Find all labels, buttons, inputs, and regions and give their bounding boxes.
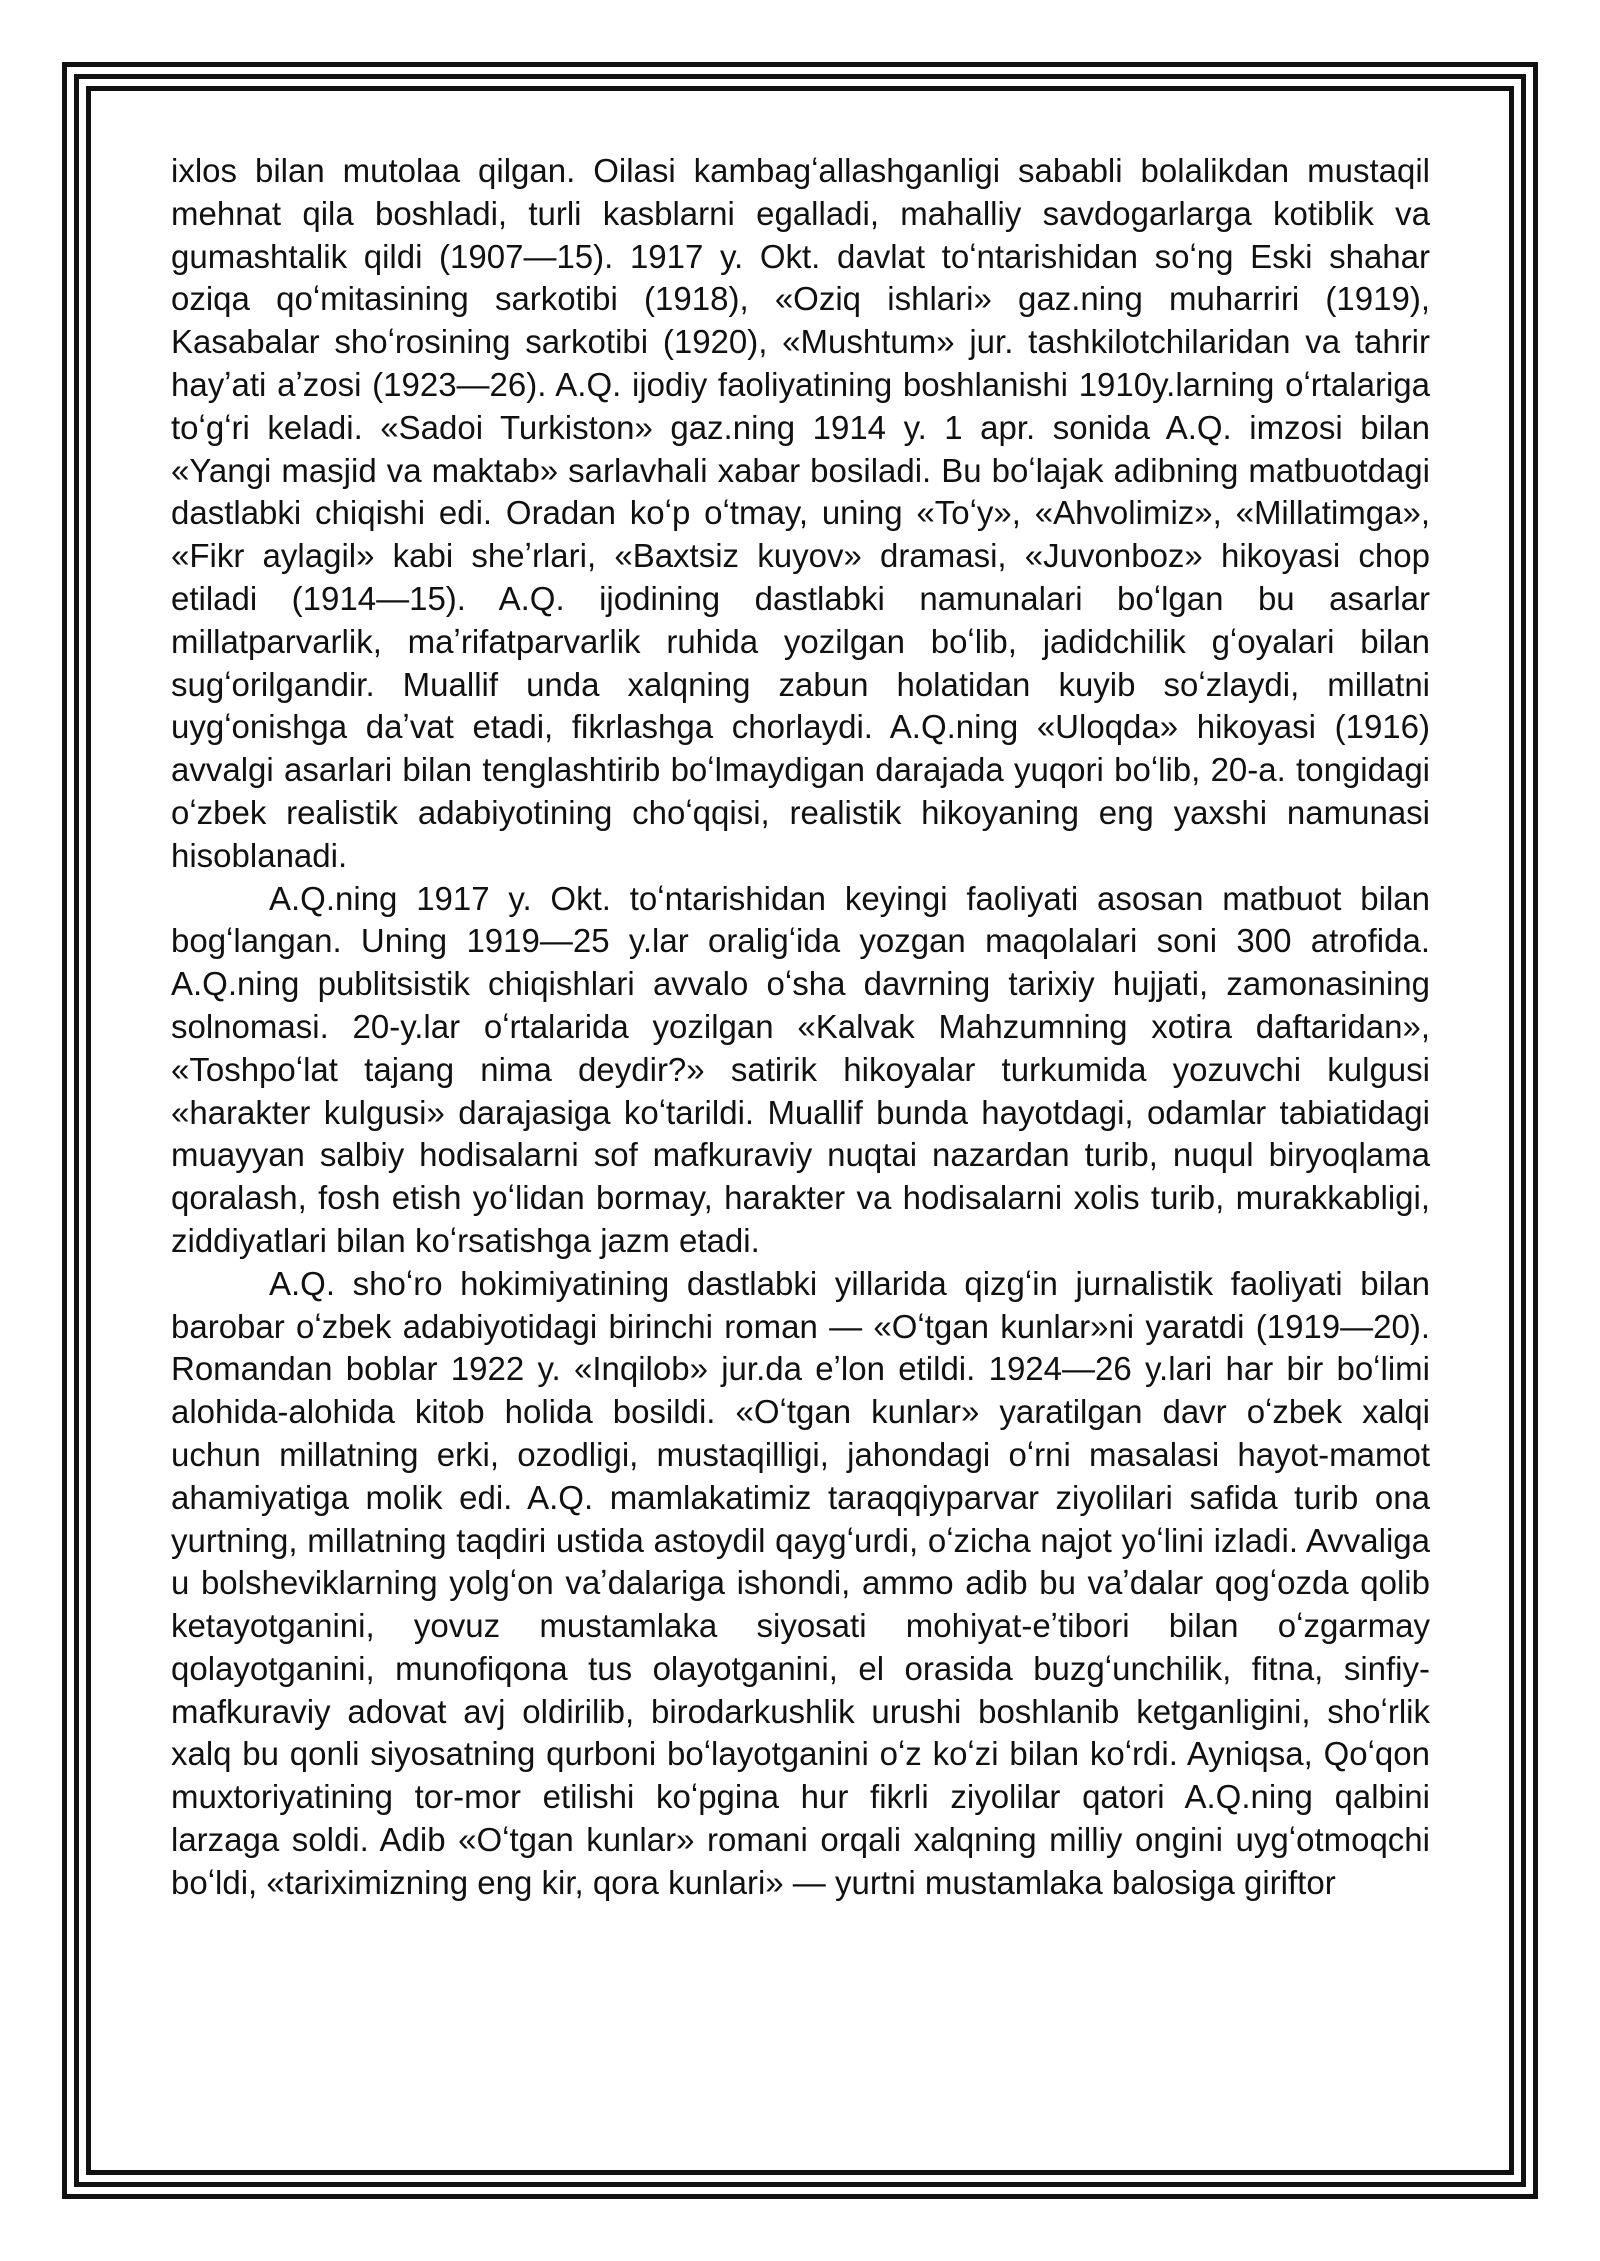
paragraph-2: A.Q.ning 1917 y. Okt. toʻntarishidan keyingi faoliyati asosan matbuot bilan bogʻlangan. Uning 1919—25 y.lar oraligʻida yozgan maqolalari soni 300 atrofida. A.Q.ning publitsistik chiqishlari avvalo oʻsha davrning tarixiy hujjati, zamonasining solnomasi. 20-y.lar oʻrtalarida yozilgan «Kalvak Mahzumning xotira daftaridan», «Toshpoʻlat tajang nima deydir?» satirik hikoyalar turkumida yozuvchi kulgusi «harakter kulgusi» darajasiga koʻtarildi. Muallif bunda hayotdagi, odamlar tabiatidagi muayyan salbiy hodisalarni sof mafkuraviy nuqtai nazardan turib, nuqul biryoqlama qoralash, fosh etish yoʻlidan bormay, harakter va hodisalarni xolis turib, murakkabligi, ziddiyatlari bilan koʻrsatishga jazm etadi.	[171, 879, 1430, 1259]
paragraph-3: A.Q. shoʻro hokimiyatining dastlabki yillarida qizgʻin jurnalistik faoliyati bilan barobar oʻzbek adabiyotidagi birinchi roman — «Oʻtgan kunlar»ni yaratdi (1919—20). Romandan boblar 1922 y. «Inqilob» jur.da eʼlon etildi. 1924—26 y.lari har bir boʻlimi alohida-alohida kitob holida bosildi. «Oʻtgan kunlar» yaratilgan davr oʻzbek xalqi uchun millatning erki, ozodligi, mustaqilligi, jahondagi oʻrni masalasi hayot-mamot ahamiyatiga molik edi. A.Q. mamlakatimiz taraqqiyparvar ziyolilari safida turib ona yurtning, millatning taqdiri ustida astoydil qaygʻurdi, oʻzicha najot yoʻlini izladi. Avvaliga u bolsheviklarning yolgʻon vaʼdalariga ishondi, ammo adib bu vaʼdalar qogʻozda qolib ketayotganini, yovuz mustamlaka siyosati mohiyat-eʼtibori bilan oʻzgarmay qolayotganini, munofiqona tus olayotganini, el orasida buzgʻunchilik, fitna, sinfiy-mafkuraviy adovat avj oldirilib, birodarkushlik urushi boshlanib ketganligini, shoʻrlik xalq bu qonli siyosatning qurboni boʻlayotganini oʻz koʻzi bilan koʻrdi. Ayniqsa, Qoʻqon muxtoriyatining tor-mor etilishi koʻpgina hur fikrli ziyolilar qatori A.Q.ning qalbini larzaga soldi. Adib «Oʻtgan kunlar» romani orqali xalqning milliy ongini uygʻotmoqchi boʻldi, «tariximizning eng kir, qora kunlari» — yurtni mustamlaka balosiga giriftor	[171, 1264, 1430, 1901]
document-body	[171, 150, 1430, 1905]
paragraph-1: ixlos bilan mutolaa qilgan. Oilasi kambagʻallashganligi sababli bolalikdan mustaqil mehnat qila boshladi, turli kasblarni egalladi, mahalliy savdogarlarga kotiblik va gumashtalik qildi (1907—15). 1917 y. Okt. davlat toʻntarishidan soʻng Eski shahar oziqa qoʻmitasining sarkotibi (1918), «Oziq ishlari» gaz.ning muharriri (1919), Kasabalar shoʻrosining sarkotibi (1920), «Mushtum» jur. tashkilotchilaridan va tahrir hayʼati aʼzosi (1923—26). A.Q. ijodiy faoliyatining boshlanishi 1910y.larning oʻrtalariga toʻgʻri keladi. «Sadoi Turkiston» gaz.ning 1914 y. 1 apr. sonida A.Q. imzosi bilan «Yangi masjid va maktab» sarlavhali xabar bosiladi. Bu boʻlajak adibning matbuotdagi dastlabki chiqishi edi. Oradan koʻp oʻtmay, uning «Toʻy», «Ahvolimiz», «Millatimga», «Fikr aylagil» kabi sheʼrlari, «Baxtsiz kuyov» dramasi, «Juvonboz» hikoyasi chop etiladi (1914—15). A.Q. ijodining dastlabki namunalari boʻlgan bu asarlar millatparvarlik, maʼrifatparvarlik ruhida yozilgan boʻlib, jadidchilik gʻoyalari bilan sugʻorilgandir. Muallif unda xalqning zabun holatidan kuyib soʻzlaydi, millatni uygʻonishga daʼvat etadi, fikrlashga chorlaydi. A.Q.ning «Uloqda» hikoyasi (1916) avvalgi asarlari bilan tenglashtirib boʻlmaydigan darajada yuqori boʻlib, 20-a. tongidagi oʻzbek realistik adabiyotining choʻqqisi, realistik hikoyaning eng yaxshi namunasi hisoblanadi.	[171, 152, 1430, 874]
